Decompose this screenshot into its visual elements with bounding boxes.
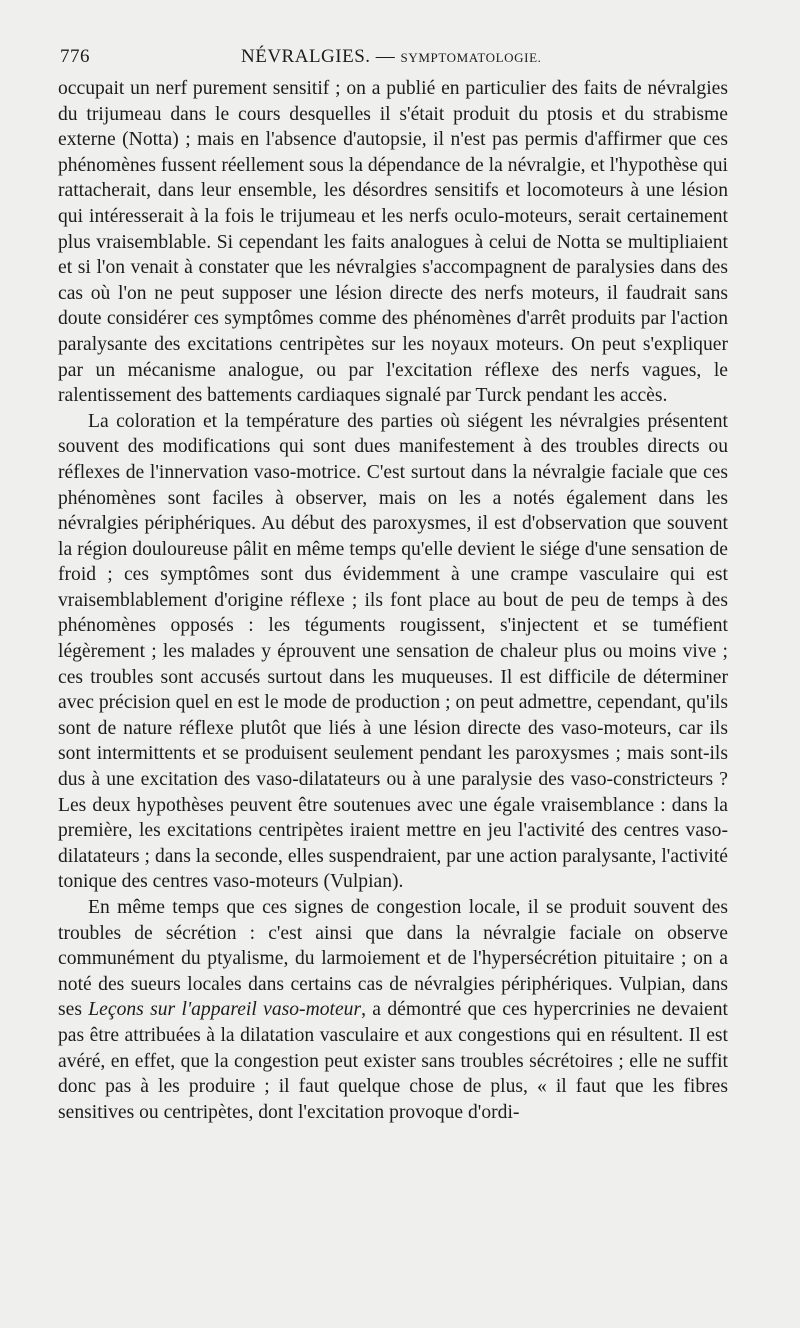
- section-title: SYMPTOMATOLOGIE.: [400, 50, 542, 65]
- paragraph-3-start: En même temps que ces signes de congestion locale, il se produit souvent des troubles de sécrétion : c'est ainsi que dans la névralgie faciale on observe communément du ptyalisme, du larmoiement et de l'hypersécrétion pituitaire ; on a noté des sueurs locales dans certains cas de névralgies périphériques. Vulpian, dans ses: [58, 897, 728, 1021]
- book-page: [58, 46, 728, 1125]
- paragraph-3: [58, 895, 728, 1125]
- running-head: [58, 46, 728, 74]
- body-text: [58, 76, 728, 1125]
- paragraph-1: occupait un nerf purement sensitif ; on a publié en particulier des faits de névralgies du trijumeau dans le cours desquelles il s'était produit du ptosis et du strabisme externe (Notta) ; mais en l'absence d'autopsie, il n'est pas permis d'affirmer que ces phénomènes fussent réellement sous la dépendance de la névralgie, et l'hypothèse qui rattacherait, dans leur ensemble, les désordres sensitifs et locomoteurs à une lésion qui intéresserait à la fois le trijumeau et les nerfs oculo-moteurs, serait certainement plus vraisemblable. Si cependant les faits analogues à celui de Notta se multipliaient et si l'on venait à constater que les névralgies s'accompagnent de paralysies dans des cas où l'on ne peut supposer une lésion directe des nerfs moteurs, il faudrait sans doute considérer ces symptômes comme des phénomènes d'arrêt produits par l'action paralysante des excitations centripètes sur les noyaux moteurs. On peut s'expliquer par un mécanisme analogue, ou par l'excitation réflexe des nerfs vagues, le ralentissement des battements cardiaques signalé par Turck pendant les accès.: [58, 78, 728, 407]
- running-title: [241, 46, 541, 68]
- page-number: 776: [60, 46, 90, 67]
- paragraph-3-end: , a démontré que ces hypercrinies ne devaient pas être attribuées à la dilatation vasculaire et aux congestions qui en résultent. Il est avéré, en effet, que la congestion peut exister sans troubles sécrétoires ; elle ne suffit donc pas à les produire ; il faut quelque chose de plus, « il faut que les fibres sensitives ou centripètes, dont l'excitation provoque d'ordi-: [58, 999, 728, 1123]
- book-title-italic: Leçons sur l'appareil vaso-moteur: [88, 999, 362, 1021]
- chapter-title: NÉVRALGIES. —: [241, 46, 401, 67]
- paragraph-2: La coloration et la température des parties où siégent les névralgies présentent souvent des modifications qui sont dues manifestement à des troubles directs ou réflexes de l'innervation vaso-motrice. C'est surtout dans la névralgie faciale que ces phénomènes sont faciles à observer, mais on les a notés également dans les névralgies périphériques. Au début des paroxysmes, il est d'observation que souvent la région douloureuse pâlit en même temps qu'elle devient le siége d'une sensation de froid ; ces symptômes sont dus évidemment à une crampe vasculaire qui est vraisemblablement d'origine réflexe ; ils font place au bout de peu de temps à des phénomènes opposés : les téguments rougissent, s'injectent et se tuméfient légèrement ; les malades y éprouvent une sensation de chaleur plus ou moins vive ; ces troubles sont accusés surtout dans les muqueuses. Il est difficile de déterminer avec précision quel en est le mode de production ; on peut admettre, cependant, qu'ils sont de nature réflexe plutôt que liés à une lésion directe des vaso-moteurs, car ils sont intermittents et se produisent seulement pendant les paroxysmes ; mais sont-ils dus à une excitation des vaso-dilatateurs ou à une paralysie des vaso-constricteurs ? Les deux hypothèses peuvent être soutenues avec une égale vraisemblance : dans la première, les excitations centripètes iraient mettre en jeu l'activité des centres vaso-dilatateurs ; dans la seconde, elles suspendraient, par une action paralysante, l'activité tonique des centres vaso-moteurs (Vulpian).: [58, 410, 728, 893]
